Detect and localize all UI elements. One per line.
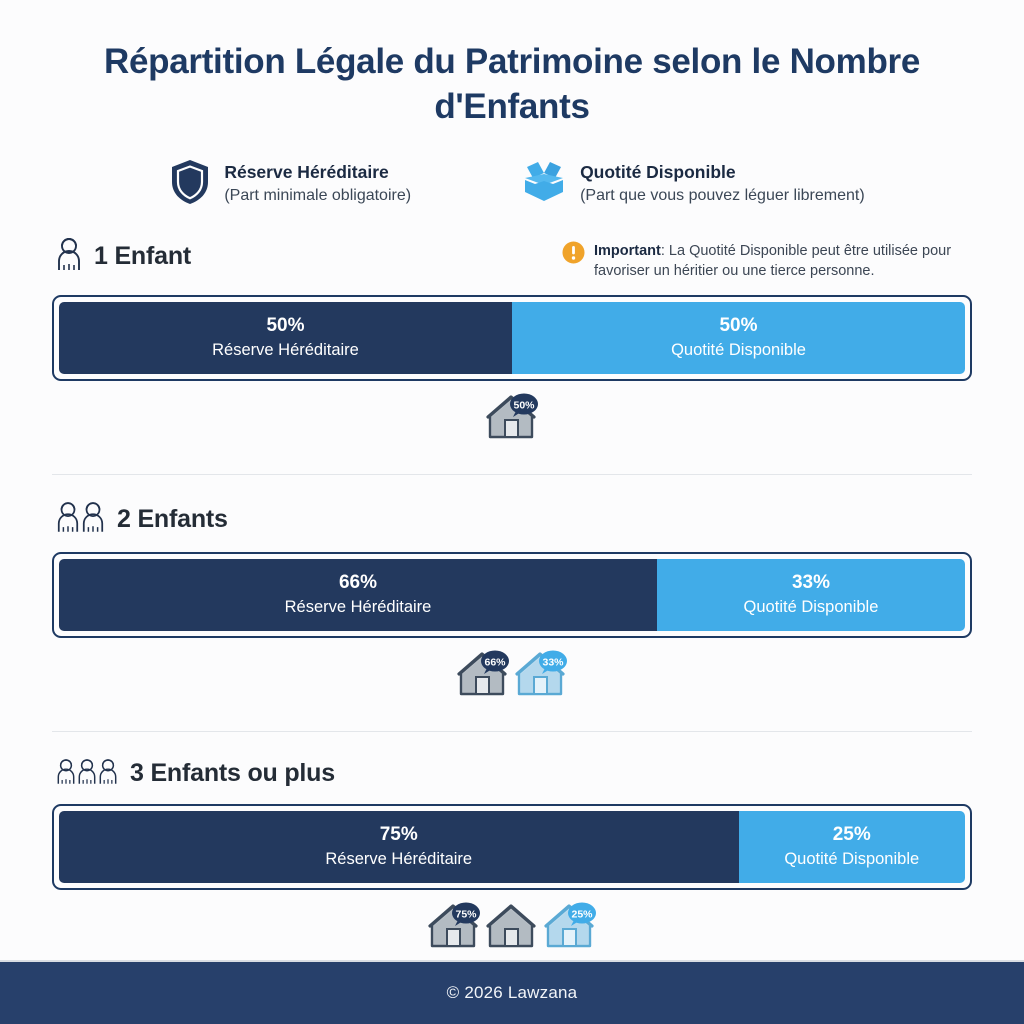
- row-header-left: [52, 501, 228, 538]
- bar-segment-reserve-pct: 50%: [266, 315, 305, 337]
- house-marker: [542, 898, 598, 959]
- bar-segment-reserve-label: Réserve Héréditaire: [212, 341, 359, 360]
- person-icon: [56, 237, 82, 276]
- bar-container: [52, 552, 972, 638]
- bar-segment-reserve-pct: 66%: [338, 572, 377, 594]
- person-icon: [56, 501, 80, 538]
- important-note-label: Important: [594, 242, 661, 259]
- row-header: [52, 758, 972, 790]
- important-note: [562, 237, 972, 281]
- legend: [52, 158, 972, 211]
- svg-text:66%: 66%: [484, 655, 506, 668]
- row-2-enfants: [52, 474, 972, 707]
- house-markers: [52, 646, 972, 707]
- svg-text:33%: 33%: [542, 655, 564, 668]
- row-label: 2 Enfants: [117, 504, 228, 533]
- house-marker: [513, 646, 569, 707]
- bar-segment-quotite: [657, 559, 965, 631]
- stacked-bar: [59, 302, 965, 374]
- house-markers: [52, 898, 972, 959]
- bar-segment-reserve-label: Réserve Héréditaire: [284, 598, 432, 617]
- row-1-enfant: [52, 237, 972, 450]
- house-marker: [426, 898, 482, 959]
- children-icons: [56, 501, 105, 538]
- children-icons: [56, 758, 118, 790]
- legend-subtitle-reserve: (Part minimale obligatoire): [224, 187, 412, 205]
- house-marker: [455, 646, 511, 707]
- important-note-text: Important: La Quotité Disponible peut être utilisée pour favoriser un héritier ou une tierce personne.: [594, 242, 952, 279]
- legend-item-reserve: [169, 158, 411, 211]
- bar-segment-quotite-label: Quotité Disponible: [784, 850, 920, 869]
- bar-segment-quotite-pct: 33%: [791, 572, 830, 594]
- exclamation-circle-icon: [562, 241, 585, 269]
- person-icon: [56, 758, 76, 790]
- bar-container: [52, 804, 972, 890]
- legend-text-quotite: [580, 161, 865, 206]
- bar-segment-quotite-label: Quotité Disponible: [743, 598, 879, 617]
- children-icons: [56, 237, 82, 276]
- open-box-icon: [521, 158, 567, 211]
- bar-segment-reserve: [59, 811, 739, 883]
- legend-title-quotite: Quotité Disponible: [580, 162, 736, 183]
- bar-segment-reserve: [59, 302, 512, 374]
- bar-segment-reserve-pct: 75%: [379, 824, 418, 846]
- bar-segment-quotite: [739, 811, 966, 883]
- row-label: 1 Enfant: [94, 241, 192, 270]
- rows-container: [52, 211, 972, 959]
- footer-copyright: © 2026 Lawzana: [446, 983, 578, 1002]
- house-marker: [484, 389, 540, 450]
- legend-item-quotite: [521, 158, 865, 211]
- person-icon: [98, 758, 118, 790]
- svg-text:25%: 25%: [571, 907, 593, 920]
- footer: [0, 960, 1024, 1024]
- svg-text:50%: 50%: [513, 398, 535, 411]
- legend-title-reserve: Réserve Héréditaire: [224, 162, 389, 183]
- bar-segment-quotite-pct: 50%: [719, 315, 758, 337]
- legend-text-reserve: [224, 161, 411, 206]
- bar-segment-quotite-label: Quotité Disponible: [671, 341, 806, 360]
- row-header-left: [52, 758, 335, 790]
- bar-segment-quotite-pct: 25%: [832, 824, 871, 846]
- stacked-bar: [59, 811, 965, 883]
- svg-text:75%: 75%: [455, 907, 477, 920]
- bar-segment-reserve-label: Réserve Héréditaire: [325, 850, 473, 869]
- row-3-enfants-ou-plus: [52, 731, 972, 959]
- bar-segment-reserve: [59, 559, 657, 631]
- row-header-left: [52, 237, 191, 276]
- row-header: [52, 501, 972, 538]
- row-label: 3 Enfants ou plus: [130, 759, 335, 788]
- house-marker: [484, 898, 540, 959]
- house-markers: [52, 389, 972, 450]
- row-header: [52, 237, 972, 281]
- page-title: Répartition Légale du Patrimoine selon le Nombre d'Enfants: [103, 42, 921, 126]
- person-icon: [77, 758, 97, 790]
- stacked-bar: [59, 559, 965, 631]
- shield-icon: [169, 158, 211, 211]
- legend-subtitle-quotite: (Part que vous pouvez léguer librement): [580, 187, 865, 205]
- bar-segment-quotite: [512, 302, 965, 374]
- bar-container: [52, 295, 972, 381]
- person-icon: [81, 501, 105, 538]
